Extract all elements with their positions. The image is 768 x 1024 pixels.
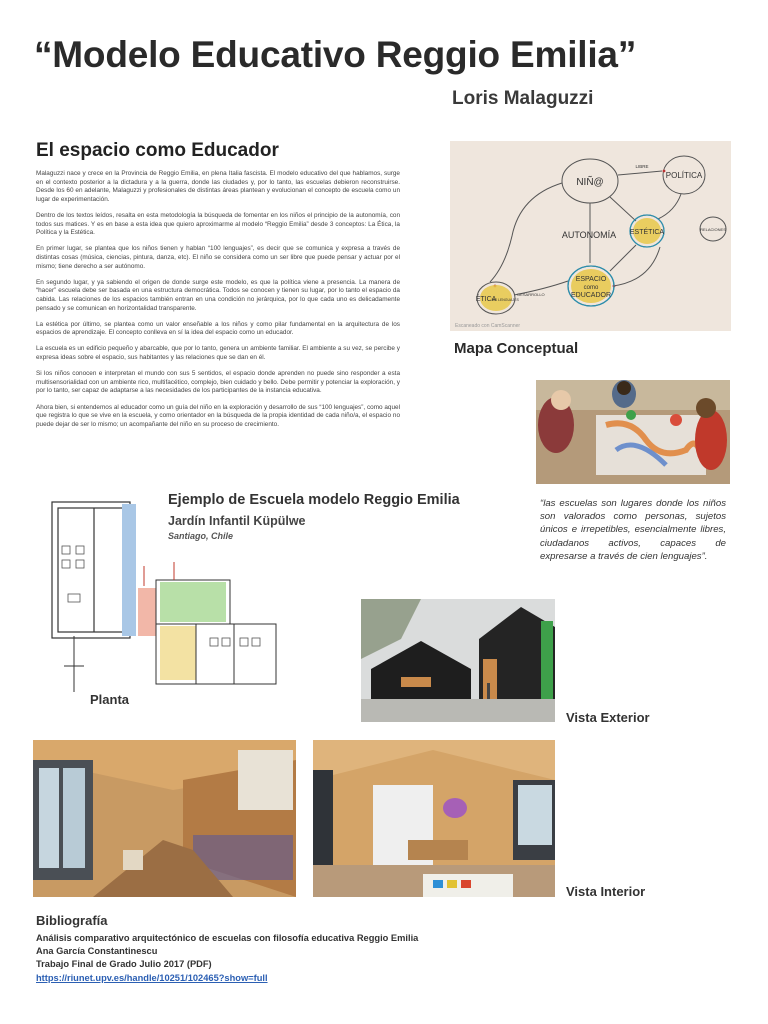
concept-map-image [450,141,731,331]
node-libre: LIBRE [635,164,649,169]
interior-hallway-photo [33,740,296,897]
concept-map-caption: Mapa Conceptual [454,340,579,357]
bibliography-line: Ana García Constantinescu [36,946,158,956]
interior-classroom-photo [313,740,555,897]
paragraph: La estética por último, se plantea como un valor enseñable a los niños y como pilar fundamental en la arquitectura de los espacios de aprendizaje. El concepto conlleva en sí la idea del espacio como un educador. [36,320,400,337]
example-heading: Ejemplo de Escuela modelo Reggio Emilia [168,492,460,508]
paragraph: La escuela es un edificio pequeño y abarcable, que por lo tanto, genera un ambiente familiar. El ambiente a su vez, se percibe y expresa ideas sobre el espacio, sus habitantes y las relaciones que se dan en él. [36,345,400,362]
node-autonomia: AUTONOMÍA [561,230,617,240]
node-nino: NIÑ@ [576,177,604,188]
bibliography-link[interactable]: https://riunet.upv.es/handle/10251/102465?show=full [36,973,268,983]
node-etica: ÉTICA [475,296,497,303]
school-name: Jardín Infantil Küpülwe [168,514,306,528]
school-location: Santiago, Chile [168,531,234,541]
node-desarrollo: DESARROLLO [517,292,545,297]
camscanner-watermark: Escaneado con CamScanner [455,323,521,329]
paragraph: En primer lugar, se plantea que los niños tienen y hablan “100 lenguajes”, es decir que se comunica y expresa a través de distintas cosas (música, ciencias, pintura, danza, etc). El niño se considera como un ser libre que puede pensar y actuar por el mismo; tiene derecho a ser autónomo. [36,245,400,270]
node-politica: POLÍTICA [665,171,703,180]
section-heading: El espacio como Educador [36,140,279,161]
paragraph: Dentro de los textos leídos, resalta en esta metodología la búsqueda de fomentar en los niños el principio de la autonomía, con todos sus matices. Y es en base a esta idea que quiero aproximarme al modelo “Reggio Emilia” desde 3 conceptos: La Ética, la Política y la Estética. [36,211,400,237]
paragraph: Malaguzzi nace y crece en la Provincia de Reggio Emilia, en plena Italia fascista. El modelo educativo del que hablamos, surge en el contexto posterior a la dictadura y a la guerra, donde las ciudades y, por lo tanto, las escuelas debieron reconstruirse. Desde los 60 en adelante, Malaguzzi y profesionales de distintas áreas plantean y evolucionan el concepto de escuela como un lugar de experimentación. [36,170,400,203]
node-estetica: ESTÉTICA [629,229,665,236]
bibliography-line: Análisis comparativo arquitectónico de escuelas con filosofía educativa Reggio Emilia [36,933,419,943]
exterior-caption: Vista Exterior [566,710,650,725]
floor-plan-drawing [34,496,310,696]
paragraph: Ahora bien, si entendemos al educador como un guía del niño en la exploración y desarrollo de sus “100 lenguajes”, como aquel que registra lo que se vive en la escuela, y como orientador en la búsqueda de la propia identidad de cada niño/a, el espacio no puede dejar de ser lo mismo; un acompañante del niño en su proceso de crecimiento. [36,403,400,428]
node-lenguajes: 100 LENGUAJES [491,298,519,302]
paragraph: Si los niños conocen e interpretan el mundo con sus 5 sentidos, el espacio donde aprenden no puede sino responder a esta multisensorialidad con un ambiente rico, multifacético, complejo, bien cuidado y bello. Debe permitir y potenciar la exploración, y por lo tanto, ser capaz de adaptarse a las necesidades de los participantes de la instancia educativa. [36,370,400,395]
plan-caption: Planta [90,692,130,707]
poster-title: “Modelo Educativo Reggio Emilia” [34,34,637,75]
paragraph: En segundo lugar, y ya sabiendo el origen de donde surge este modelo, es que la política viene a presencia. La manera de “hacer” escuela debe ser basada en una estructura democrática. Todos se conocen y tienen su lugar, por lo tanto el espacio da cabida. Las relaciones de los espacios también entran en una condición no jerárquica, por lo que cada uno es delicadamente pensado y se comunican en horizontalidad transparente. [36,278,400,312]
children-painting-photo [536,380,730,484]
interior-caption: Vista Interior [566,884,646,899]
node-como: como [583,285,599,291]
node-relaciones: RELACIONES [700,227,726,232]
bibliography-heading: Bibliografía [36,913,108,928]
node-espacio: ESPACIO [575,276,607,283]
exterior-view-photo [361,599,555,722]
quote-text: “las escuelas son lugares donde los niños son valorados como personas, sujetos únicos e irrepetibles, esencialmente libres, ciudadanos activos, capaces de expresarse a través de cien lenguajes”. [540,498,726,562]
bibliography-line: Trabajo Final de Grado Julio 2017 (PDF) [36,959,212,969]
author-name: Loris Malaguzzi [452,88,594,109]
body-text [36,170,400,437]
node-educador: EDUCADOR [570,292,612,299]
